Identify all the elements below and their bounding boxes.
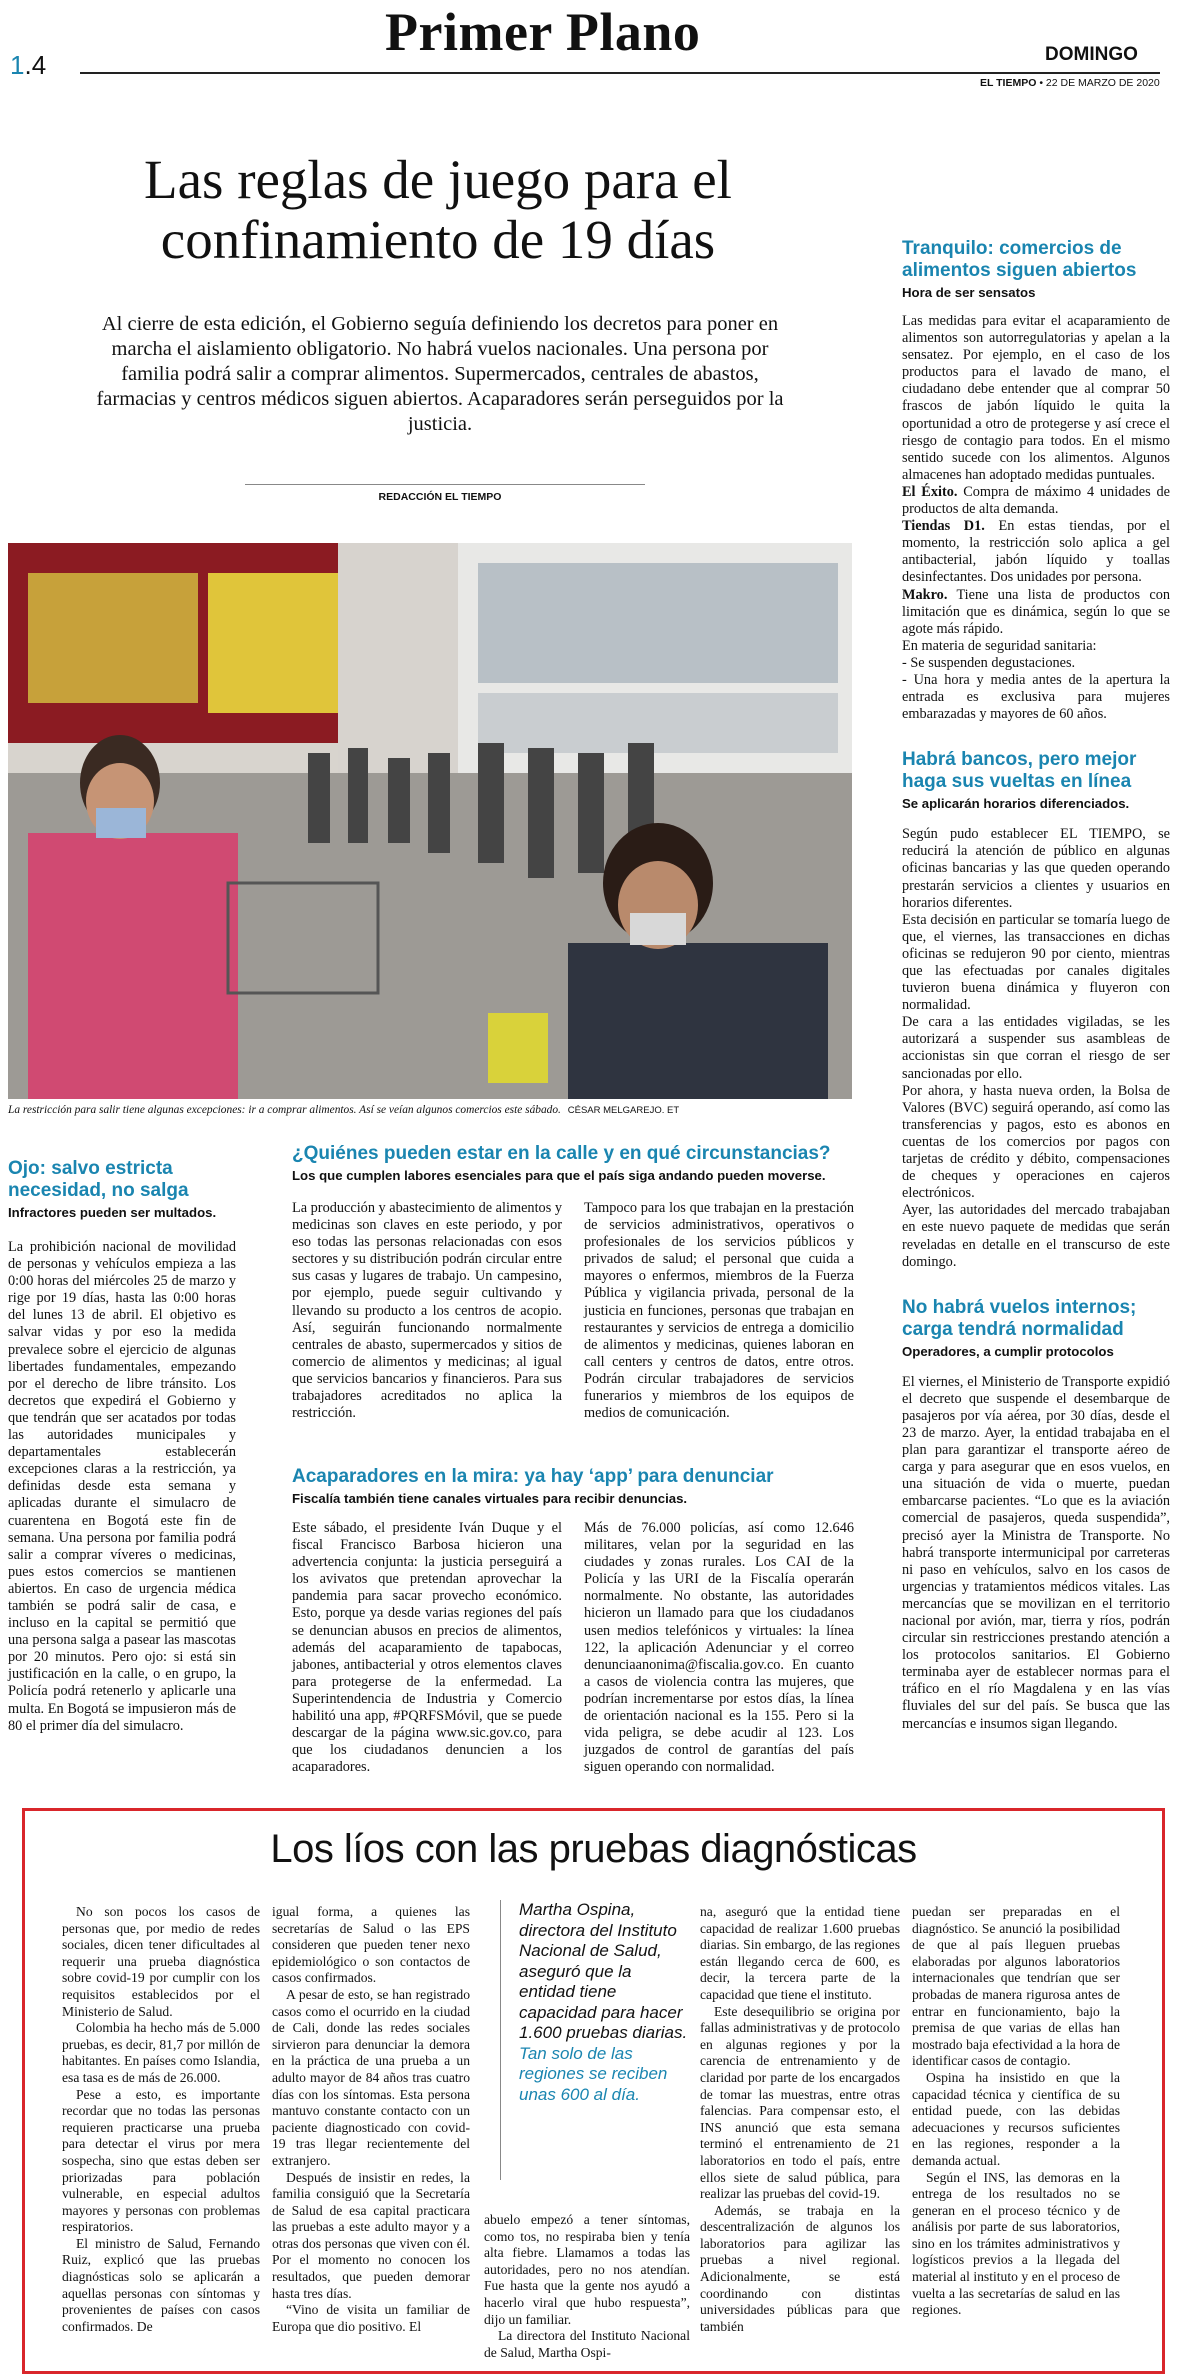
bancos-body xyxy=(902,826,1170,1270)
pruebas-col1-p1: No son pocos los casos de personas que, por medio de redes sociales, dicen tener dificultades al requerir una prueba diagnóstica sobre covid-19 por cumplir con los requisitos establecidos por el Ministerio de Salud. xyxy=(62,1904,260,2019)
bancos-p1: Según pudo establecer EL TIEMPO, se reducirá la atención de público en algunas oficinas bancarias y las que queden operando prestarán servicios a clientes y usuarios en horarios diferentes. xyxy=(902,826,1170,911)
acaparadores-section xyxy=(292,1466,854,1507)
quote-highlight: Tan solo de las regiones se reciben unas 600 al día. xyxy=(519,2043,668,2104)
pruebas-col1-p4: El ministro de Salud, Fernando Ruiz, explicó que las pruebas diagnósticas solo se aplicarán a aquellas personas con síntomas y provenientes de países con casos confirmados. De xyxy=(62,2235,260,2334)
pruebas-col2-p4: “Vino de visita un familiar de Europa que dio positivo. El xyxy=(272,2302,470,2334)
pruebas-col1-p3: Pese a esto, es importante recordar que no todas las personas requieren practicarse una prueba para detectar el virus por mera sospecha, sino que estas deben ser priorizadas para población vulnerable, en especial adultos mayores y personas con problemas respiratorios. xyxy=(62,2086,260,2235)
page-number-a: 1 xyxy=(10,50,25,80)
pruebas-col5 xyxy=(912,1904,1120,2319)
bancos-title: Habrá bancos, pero mejor haga sus vueltas en línea xyxy=(902,749,1137,793)
pruebas-col1-p2: Colombia ha hecho más de 5.000 pruebas, es decir, 81,7 por millón de habitantes. En países como Islandia, esa tasa es de más de 26.000. xyxy=(62,2020,260,2085)
bancos-subtitle: Se aplicarán horarios diferenciados. xyxy=(902,796,1130,812)
quienes-title: ¿Quiénes pueden estar en la calle y en qué circunstancias? xyxy=(292,1143,831,1164)
pruebas-col2-p1: igual forma, a quienes las secretarías de Salud o las EPS consideren que pueden tener nexo epidemiológico o son contactos de casos confirmados. xyxy=(272,1904,470,1986)
acaparadores-subtitle: Fiscalía también tiene canales virtuales para recibir denuncias. xyxy=(292,1491,688,1506)
tranquilo-makro xyxy=(902,587,1170,638)
bancos-p5: Ayer, las autoridades del mercado trabajaban en este nuevo paquete de medidas que serán reveladas en detalle en el transcurso de este domingo. xyxy=(902,1202,1170,1270)
quienes-subtitle: Los que cumplen labores esenciales para que el país siga andando pueden moverse. xyxy=(292,1168,826,1183)
acaparadores-title: Acaparadores en la mira: ya hay ‘app’ para denunciar xyxy=(292,1466,774,1487)
quienes-col2: Tampoco para los que trabajan en la prestación de servicios administrativos, operativos o profesionales de los servicios públicos y privados de salud; el personal que cuida a mayores o enfermos, miembros de la Fuerza Pública y vigilancia privada, personal de la justicia en funciones, personas que trabajan en restaurantes y servicios de entrega a domicilio de alimentos y medicinas, quienes laboran en call centers y centros de datos, entre otros. Podrán circular trabajadores de servicios funerarios y miembros de los equipos de medios de comunicación. xyxy=(584,1200,854,1422)
ojo-title: Ojo: salvo estricta necesidad, no salga xyxy=(8,1158,189,1201)
ojo-body: La prohibición nacional de movilidad de personas y vehículos empieza a las 0:00 horas del miércoles 25 de marzo y rige por 19 días, hasta las 0:00 horas del lunes 13 de abril. El objetivo es salvar vidas y por eso la medida prevalece sobre el ejercicio de algunas libertades fundamentales, empezando por el derecho de libre tránsito. Los decretos que expedirá el Gobierno y que tendrán que ser acatados por todas las autoridades municipales y departamentales establecerán excepciones claras a la restricción, ya definidas desde esta semana y aplicadas durante el simulacro de cuarentena en Bogotá este fin de semana. Una persona por familia podrá salir a comprar víveres o medicinas, pues estos comercios se mantienen abiertos. En caso de urgencia médica también se podrá salir de casa, e incluso en la capital se permitió que una persona salga a pasear las mascotas por 20 minutos. Pero ojo: si está sin justificación en la calle, o en grupo, la Policía podrá retenerlo y aplicarle una multa. En Bogotá se impusieron más de 80 el primer día del simulacro. xyxy=(8,1239,236,1734)
dateline xyxy=(980,77,1160,90)
pull-quote xyxy=(500,1900,690,2180)
photo-caption xyxy=(8,1103,852,1118)
ojo-subtitle: Infractores pueden ser multados. xyxy=(8,1205,217,1220)
pruebas-col3-p1: abuelo empezó a tener síntomas, como tos, no respiraba bien y tenía alta fiebre. Llamamos a todas las autoridades, pero no nos atendían. Fue hasta que la gente nos ayudó a hacerlo viral que hubo respuesta”, dijo un familiar. xyxy=(484,2212,690,2327)
page-number xyxy=(10,52,46,78)
vuelos-subtitle: Operadores, a cumplir protocolos xyxy=(902,1343,1114,1359)
dateline-date: • 22 DE MARZO DE 2020 xyxy=(1036,77,1160,89)
d1-label: Tiendas D1. xyxy=(902,518,985,535)
tranquilo-subtitle: Hora de ser sensatos xyxy=(902,285,1036,300)
bancos-p3: De cara a las entidades vigiladas, se les autorizará a suspender sus asambleas de accionistas sin que corran el riesgo de ser sancionadas por ello. xyxy=(902,1014,1170,1082)
exito-label: El Éxito. xyxy=(902,483,958,500)
acaparadores-col1: Este sábado, el presidente Iván Duque y el fiscal Francisco Barbosa hicieron una advertencia conjunta: la justicia perseguirá a los avivatos que pretendan aprovechar la pandemia para sacar provecho económico. Esto, porque ya desde varias regiones del país se denuncian abusos en precios de alimentos, además del acaparamiento de tapabocas, jabones, antibacterial y otros elementos claves para protegerse de la enfermedad. La Superintendencia de Industria y Comercio habilitó una app, #PQRFSMóvil, que se puede descargar de la página www.sic.gov.co, para que los ciudadanos denuncien a los acaparadores. xyxy=(292,1520,562,1776)
pruebas-col2 xyxy=(272,1904,470,2335)
day-label: DOMINGO xyxy=(1045,44,1138,65)
vuelos-body: El viernes, el Ministerio de Transporte expidió el decreto que suspende el desembarque de pasajeros por vía aérea, por 30 días, desde el 23 de marzo. Ayer, la entidad trabajaba en el plan para garantizar el transporte aéreo de carga y para asegurar que en esos vuelos, en una situación de vida o muerte, puedan embarcarse pacientes. “Lo que es la aviación comercial de pasajeros, queda suspendida”, precisó ayer la Ministra de Transporte. No habrá transporte intermunicipal por carreteras ni paso en vehículos, salvo en los casos de urgencias y tratamientos médicos vitales. Las mercancías que se movilizan en el territorio nacional por avión, mar, tierra y ríos, podrán circular sin restricciones prestando atención a los protocolos sanitarios. El Gobierno terminaba ayer de establecer normas para el tráfico en el río Magdalena y en las vías fluviales del sur del país. Se busca que las mercancías e insumos sigan llegando. xyxy=(902,1373,1170,1732)
tranquilo-body xyxy=(902,313,1170,723)
tranquilo-exito xyxy=(902,484,1170,518)
acaparadores-col2: Más de 76.000 policías, así como 12.646 militares, velan por la seguridad en las ciudades y zonas rurales. Los CAI de la Policía y las URI de la Fiscalía operarán normalmente. No obstante, las autoridades hicieron un llamado para que los ciudadanos usen medios telefónicos y virtuales: la línea 122, la aplicación Adenunciar y el correo denunciaanonima@fiscalia.gov.co. En cuanto a casos de violencia contra las mujeres, que podrían incrementarse por estos días, la línea de orientación nacional es la 155. Pero si la vida peligra, se debe acudir al 123. Los juzgados de control de garantías del país siguen operando con normalidad. xyxy=(584,1520,854,1776)
pruebas-col2-p2: A pesar de esto, se han registrado casos como el ocurrido en la ciudad de Cali, donde las redes sociales sirvieron para denunciar la demora en la práctica de una prueba a un adulto mayor de 84 años tras cuatro días con los síntomas. Esta persona mantuvo constante contacto con un paciente diagnosticado con covid-19 tras llegar recientemente del extranjero. xyxy=(272,1986,470,2168)
makro-text: Tiene una lista de productos con limitación que es dinámica, según lo que se agote más rápido. xyxy=(902,586,1170,637)
quienes-section xyxy=(292,1143,854,1184)
headline: Las reglas de juego para el confinamiento de 19 días xyxy=(144,149,732,270)
dateline-paper: EL TIEMPO xyxy=(980,77,1037,89)
tranquilo-p2: En materia de seguridad sanitaria: xyxy=(902,637,1097,654)
tranquilo-p4: - Una hora y media antes de la apertura la entrada es exclusiva para mujeres embarazadas y mayores de 60 años. xyxy=(902,671,1170,723)
tranquilo-p1: Las medidas para evitar el acaparamiento de alimentos son autorregulatorias y apelan a la sensatez. Por ejemplo, en el caso de los productos para el lavado de mano, el ciudadano debe entender que al comprar 50 frascos de jabón líquido le quita la oportunidad a otro de protegerse y así crece el riesgo de contagio para todos. En el mismo sentido sucede con los alimentos. Algunos almacenes han adoptado medidas puntuales. xyxy=(902,313,1170,483)
pruebas-col4-p2: Este desequilibrio se origina por fallas administrativas y de protocolo en algunas regiones y por la carencia de entrenamiento y de claridad por parte de los encargados de tomar las muestras, entre otras falencias. Para compensar esto, el INS anunció que esta semana terminó el entrenamiento de 21 laboratorios en todo el país, entre ellos siete de salud pública, para realizar las pruebas del covid-19. xyxy=(700,2003,900,2202)
news-photo xyxy=(8,543,852,1099)
pruebas-col1 xyxy=(62,1904,260,2335)
tranquilo-p3: - Se suspenden degustaciones. xyxy=(902,654,1076,671)
exito-text: Compra de máximo 4 unidades de productos de alta demanda. xyxy=(902,483,1170,518)
pruebas-col4 xyxy=(700,1904,900,2335)
d1-text: En estas tiendas, por el momento, la restricción solo aplica a gel antibacterial, jabón líquido y toallas desinfectantes. Dos unidades por persona. xyxy=(902,518,1170,586)
pruebas-col5-p2: Ospina ha insistido en que la capacidad técnica y científica de su entidad puede, con las debidas adecuaciones y recursos suficientes en las regiones, responder a la demanda actual. xyxy=(912,2069,1120,2168)
header-rule xyxy=(80,72,1160,74)
makro-label: Makro. xyxy=(902,586,948,603)
right-column xyxy=(902,238,1170,1733)
pruebas-col5-p3: Según el INS, las demoras en la entrega de los resultados no se generan en el proceso técnico y de análisis por parte de sus laboratorios, sino en los trámites administrativos y logísticos previos a la llegada del material al instituto y en el proceso de vuelta a las secretarías de salud en las regiones. xyxy=(912,2169,1120,2318)
tranquilo-d1 xyxy=(902,518,1170,586)
bancos-p4: Por ahora, y hasta nueva orden, la Bolsa de Valores (BVC) seguirá operando, así como las transferencias y pagos, esto es abonos en cuentas de los comercios por pagos con tarjetas de crédito y débito, compensaciones de cheques y operaciones en cajeros electrónicos. xyxy=(902,1082,1170,1202)
pruebas-col2-p3: Después de insistir en redes, la familia consiguió que la Secretaría de Salud de esa capital practicara las pruebas a este adulto mayor y a otras dos personas que viven con él. Por el momento no conocen los resultados, que pueden demorar hasta tres días. xyxy=(272,2169,470,2301)
photo-credit: CÉSAR MELGAREJO. ET xyxy=(567,1105,680,1116)
pruebas-col3-p2: La directora del Instituto Nacional de Salud, Martha Ospi- xyxy=(484,2328,690,2360)
ojo-section xyxy=(8,1158,236,1735)
pruebas-col5-p1: puedan ser preparadas en el diagnóstico. Se anunció la posibilidad de que al país lleguen pruebas elaboradas por algunos laboratorios internacionales que tendrían que ser probadas de manera rigurosa antes de entrar en funcionamiento, bajo la premisa de que varias de ellas han mostrado baja efectividad a la hora de identificar casos de contagio. xyxy=(912,1904,1120,2069)
quote-text: Martha Ospina, directora del Instituto Nacional de Salud, aseguró que la entidad tiene capacidad para hacer 1.600 pruebas diarias. xyxy=(519,1900,688,2042)
bancos-p2: Esta decisión en particular se tomaría luego de que, el viernes, las transacciones en dichas oficinas se redujeron 90 por ciento, mientras que las efectuadas por canales digitales tuvieron buena dinámica y fluyeron con normalidad. xyxy=(902,911,1170,1014)
byline: REDACCIÓN EL TIEMPO xyxy=(378,491,502,503)
vuelos-title: No habrá vuelos internos; carga tendrá normalidad xyxy=(902,1296,1137,1340)
photo-illustration xyxy=(8,543,852,1099)
pruebas-col3 xyxy=(484,2212,690,2361)
section-title: Primer Plano xyxy=(385,2,701,62)
quienes-col1: La producción y abastecimiento de alimentos y medicinas son claves en este periodo, y por eso todas las personas relacionadas con esos sectores y su distribución podrán circular entre sus casas y lugares de trabajo. Un campesino, por ejemplo, puede seguir cultivando y llevando su producto a los centros de acopio. Así, seguirán funcionando normalmente centrales de abasto, supermercados y sitios de comercio de alimentos y medicinas; al igual que servicios bancarios y financieros. Para sus trabajadores acreditados no aplica la restricción. xyxy=(292,1200,562,1422)
lead-rule xyxy=(245,484,645,485)
page-number-b: .4 xyxy=(24,50,47,80)
pruebas-title: Los líos con las pruebas diagnósticas xyxy=(270,1827,917,1871)
caption-text: La restricción para salir tiene algunas excepciones: ir a comprar alimentos. Así se veían algunos comercios este sábado. xyxy=(8,1104,561,1116)
tranquilo-title: Tranquilo: comercios de alimentos siguen abiertos xyxy=(902,238,1137,281)
pruebas-col4-p3: Además, se trabaja en la descentralización de algunos los laboratorios para agilizar las pruebas a nivel regional. Adicionalmente, se está coordinando con distintas universidades públicas para que también xyxy=(700,2202,900,2334)
pruebas-col4-p1: na, aseguró que la entidad tiene capacidad de realizar 1.600 pruebas diarias. Sin embargo, de las regiones están llegando cerca de 600, es decir, la tercera parte de la capacidad que tiene el instituto. xyxy=(700,1904,900,2002)
lead-paragraph: Al cierre de esta edición, el Gobierno seguía definiendo los decretos para poner en marcha el aislamiento obligatorio. No habrá vuelos nacionales. Una persona por familia podrá salir a comprar alimentos. Supermercados, centrales de abastos, farmacias y centros médicos siguen abiertos. Acaparadores serán perseguidos por la justicia. xyxy=(96,313,784,435)
